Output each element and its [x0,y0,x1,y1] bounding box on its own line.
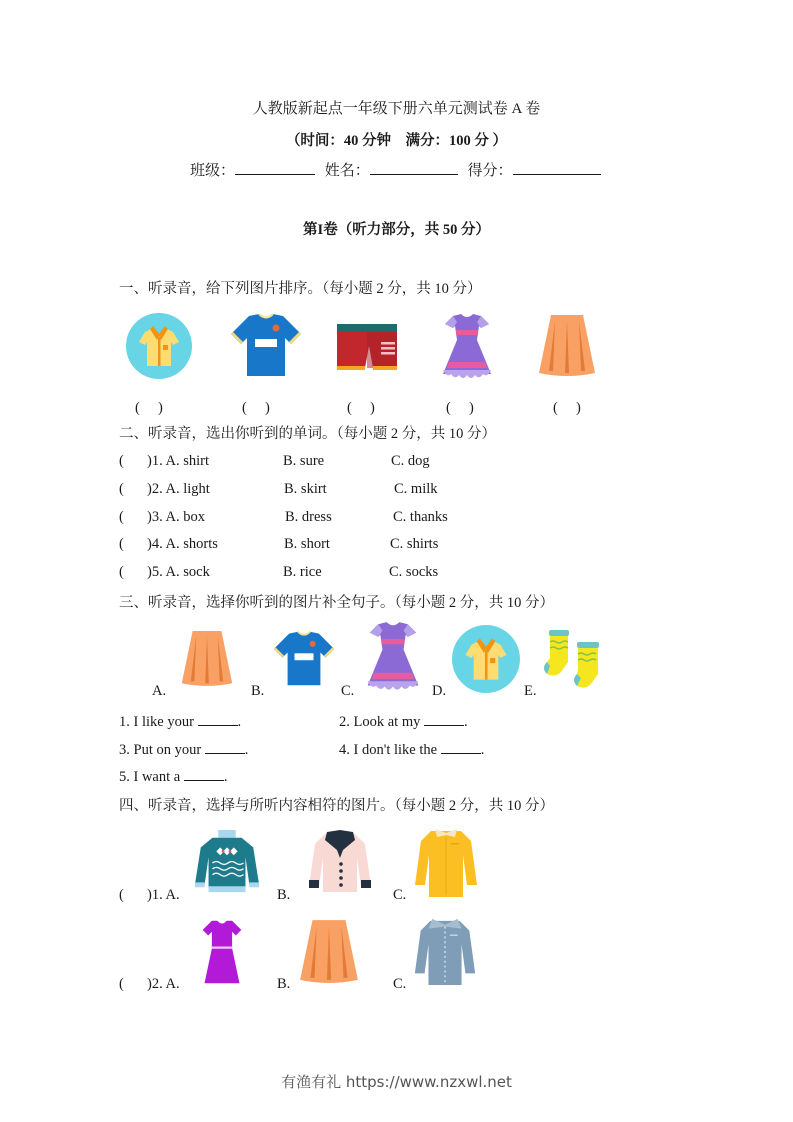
sentence-blank[interactable] [205,739,245,754]
option-c: C. thanks [393,509,448,525]
question-row [119,481,210,498]
sentence-2: 2. Look at my . [339,711,468,731]
section4-heading: 四、听录音，选择与所听内容相符的图片。（每小题 2 分，共 10 分） [119,798,554,814]
question-row [119,509,205,526]
option-label-d: D. [432,683,447,699]
sentence-blank[interactable] [198,711,238,726]
option-label-a: A. [152,683,167,699]
socks-icon [541,628,607,690]
score-field[interactable] [513,160,601,175]
option-b: B. short [284,536,330,552]
skirt-icon [537,313,597,377]
purple-dress-icon [199,917,245,987]
option-c: C. dog [391,453,430,469]
sentence-blank[interactable] [424,711,464,726]
answer-bracket[interactable]: ( [119,509,124,525]
sentence-blank[interactable] [184,766,224,781]
question-row [119,887,180,904]
answer-bracket[interactable]: ( [119,887,124,903]
question-row [119,453,209,470]
section1-heading: 一、听录音，给下列图片排序。（每小题 2 分，共 10 分） [119,281,482,297]
answer-bracket[interactable]: ( ) [347,400,375,416]
option-label-b: B. [277,887,291,903]
option-a: )5. A. sock [147,564,210,580]
sweater-icon [193,828,261,896]
skirt-icon [180,628,234,688]
option-c: C. milk [394,481,438,497]
dress-icon [361,620,425,696]
option-label-b: B. [277,976,291,992]
option-a: )2. A. light [147,481,210,497]
option-b: B. dress [285,509,332,525]
option-label-e: E. [524,683,537,699]
sentence-1: 1. I like your . [119,711,241,731]
class-field[interactable] [235,160,315,175]
part-heading: 第I卷（听力部分，共 50 分） [303,222,490,238]
tshirt-icon [229,312,303,378]
answer-bracket[interactable]: ( ) [242,400,270,416]
option-a: )4. A. shorts [147,536,218,552]
option-a: )3. A. box [147,509,205,525]
grey-shirt-icon [410,915,480,987]
yellow-shirt-icon [411,825,481,899]
question-row [119,536,218,553]
answer-bracket[interactable]: ( [119,976,124,992]
footer-watermark: 有渔有礼 https://www.nzxwl.net [281,1073,512,1091]
answer-bracket[interactable]: ( [119,481,124,497]
answer-bracket[interactable]: ( ) [446,400,474,416]
question-row [119,976,180,993]
class-label: 班级： [190,163,236,179]
tshirt-icon [272,630,336,687]
answer-bracket[interactable]: ( [119,564,124,580]
exam-subtitle: （时间：40 分钟 满分：100 分 ） [285,133,508,149]
student-info-row [190,159,601,180]
option-b: B. skirt [284,481,327,497]
dress-icon [437,312,497,384]
answer-bracket[interactable]: ( [119,453,124,469]
skirt-icon [298,918,360,984]
page-title: 人教版新起点一年级下册六单元测试卷 A 卷 [252,101,541,117]
shirt-circle-icon [451,624,521,694]
sentence-blank[interactable] [441,739,481,754]
option-label-c: C. [393,976,407,992]
sentence-4: 4. I don't like the . [339,739,484,759]
option-label-c: C. [393,887,407,903]
answer-bracket[interactable]: ( ) [135,400,163,416]
name-label: 姓名： [324,163,370,179]
option-a: )2. A. [147,976,180,992]
option-label-c: C. [341,683,355,699]
sentence-5: 5. I want a . [119,766,227,786]
option-c: C. shirts [390,536,439,552]
answer-bracket[interactable]: ( ) [553,400,581,416]
option-a: )1. A. [147,887,180,903]
score-label: 得分： [467,163,513,179]
section3-heading: 三、听录音，选择你听到的图片补全句子。（每小题 2 分，共 10 分） [119,595,554,611]
option-b: B. sure [283,453,325,469]
coat-icon [305,828,375,894]
option-c: C. socks [389,564,439,580]
question-row [119,564,210,581]
name-field[interactable] [370,160,458,175]
option-label-b: B. [251,683,265,699]
option-b: B. rice [283,564,322,580]
answer-bracket[interactable]: ( [119,536,124,552]
sentence-3: 3. Put on your . [119,739,248,759]
shirt-circle-icon [125,312,193,380]
option-a: )1. A. shirt [147,453,210,469]
shorts-icon [333,322,401,372]
section2-heading: 二、听录音，选出你听到的单词。（每小题 2 分，共 10 分） [119,426,496,442]
